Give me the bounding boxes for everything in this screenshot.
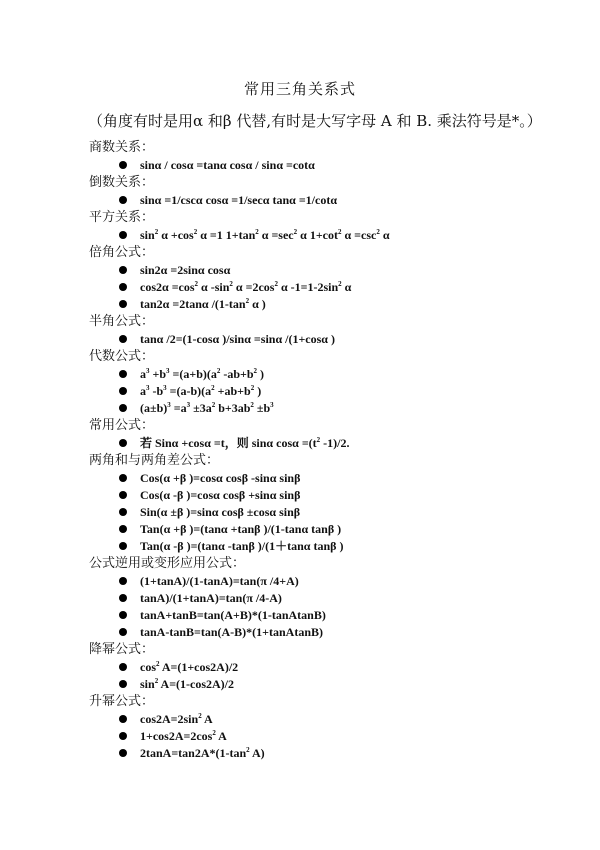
- formula-segment: sinα / cosα =tanα cosα / sinα =cotα: [140, 158, 315, 172]
- section-heading: 升幂公式：: [89, 694, 155, 709]
- formula-text: [140, 487, 300, 503]
- formula-segment: α 1+cot: [297, 228, 338, 242]
- intro-note: （角度有时是用α 和β 代替,有时是大写字母 A 和 B. 乘法符号是*。）: [88, 112, 542, 130]
- formula-segment: sin: [140, 677, 155, 691]
- bullet-icon: [119, 542, 127, 550]
- superscript: 2: [293, 228, 298, 236]
- section-heading: 倍角公式：: [89, 245, 155, 260]
- section-heading: 公式逆用或变形应用公式：: [89, 556, 246, 571]
- formula-segment: A: [215, 729, 227, 743]
- superscript: 2: [337, 228, 342, 236]
- formula-item: [89, 296, 589, 312]
- formula-text: [140, 400, 274, 416]
- superscript: 3: [186, 401, 191, 409]
- formula-text: [140, 728, 227, 744]
- bullet-icon: [119, 628, 127, 636]
- formula-text: [140, 296, 266, 312]
- formula-segment: sinα =1/cscα cosα =1/secα tanα =1/cotα: [140, 193, 338, 207]
- formula-segment: cos2A=2sin: [140, 712, 199, 726]
- formula-text: [140, 538, 343, 554]
- formula-segment: (1+tanA)/(1-tanA)=tan(π /4+A): [140, 574, 299, 588]
- formula-segment: Tan(α +β )=(tanα +tanβ )/(1-tanα tanβ ): [140, 522, 342, 536]
- formula-segment: sin2α =2sinα cosα: [140, 263, 231, 277]
- formula-item: [89, 157, 589, 173]
- formula-segment: α =sec: [258, 228, 294, 242]
- formula-segment: α =2cos: [232, 280, 275, 294]
- superscript: 2: [193, 228, 198, 236]
- superscript: 2: [274, 280, 278, 288]
- bullet-icon: [119, 370, 127, 378]
- formula-text: [140, 192, 337, 208]
- formula-text: [140, 711, 213, 727]
- bullet-icon: [119, 387, 127, 395]
- bullet-icon: [119, 680, 127, 688]
- superscript: 3: [166, 367, 170, 375]
- formula-item: [89, 279, 589, 295]
- bullet-icon: [119, 266, 127, 274]
- formula-item: [89, 624, 589, 640]
- bullet-icon: [119, 300, 127, 308]
- bullet-icon: [119, 491, 127, 499]
- formula-segment: Sin(α ±β )=sinα cosβ ±cosα sinβ: [140, 505, 301, 519]
- formula-text: [140, 504, 300, 520]
- bullet-icon: [119, 439, 127, 447]
- formula-item: [89, 728, 589, 744]
- superscript: 3: [167, 401, 171, 409]
- superscript: 2: [211, 384, 215, 392]
- formula-item: [89, 400, 589, 416]
- formula-segment: A: [201, 712, 213, 726]
- bullet-icon: [119, 663, 127, 671]
- formula-segment: 1+cos2A=2cos: [140, 729, 213, 743]
- formula-item: [89, 745, 589, 761]
- formula-segment: 若 Sinα +cosα =t，则 sinα cosα =(t: [140, 436, 317, 450]
- section-heading: 降幂公式：: [89, 642, 155, 657]
- bullet-icon: [119, 594, 127, 602]
- section-heading: 商数关系：: [89, 140, 155, 155]
- bullet-icon: [119, 525, 127, 533]
- formula-segment: -1)/2.: [320, 436, 350, 450]
- formula-item: [89, 590, 589, 606]
- formula-segment: +ab+b: [214, 384, 251, 398]
- formula-item: [89, 331, 589, 347]
- formula-segment: Cos(α +β )=cosα cosβ -sinα sinβ: [140, 471, 301, 485]
- bullet-icon: [119, 508, 127, 516]
- formula-segment: a: [140, 367, 146, 381]
- formula-segment: =(a+b)(a: [169, 367, 217, 381]
- formula-text: [140, 607, 326, 623]
- superscript: 2: [255, 228, 259, 236]
- formula-text: [140, 366, 264, 382]
- formula-segment: tanα /2=(1-cosα )/sinα =sinα /(1+cosα ): [140, 332, 335, 346]
- formula-text: [140, 435, 349, 451]
- formula-segment: α: [341, 280, 352, 294]
- section-heading: 两角和与两角差公式：: [89, 453, 220, 468]
- bullet-icon: [119, 577, 127, 585]
- formula-segment: Tan(α -β )=(tanα -tanβ )/(1＋tanα tanβ ): [140, 539, 344, 553]
- superscript: 2: [154, 228, 159, 236]
- formula-segment: tanA)/(1+tanA)=tan(π /4-A): [140, 591, 282, 605]
- formula-text: [140, 157, 315, 173]
- section-heading: 代数公式：: [89, 349, 155, 364]
- superscript: 2: [253, 367, 258, 375]
- formula-segment: (a±b): [140, 401, 168, 415]
- superscript: 2: [245, 297, 250, 305]
- bullet-icon: [119, 749, 127, 757]
- formula-segment: cos2α =cos: [140, 280, 195, 294]
- superscript: 2: [376, 228, 380, 236]
- formula-item: [89, 262, 589, 278]
- formula-segment: ): [257, 367, 265, 381]
- superscript: 2: [194, 280, 199, 288]
- section-heading: 平方关系：: [89, 210, 155, 225]
- formula-segment: tanA+tanB=tan(A+B)*(1-tanAtanB): [140, 608, 326, 622]
- formula-text: [140, 227, 390, 243]
- section-heading: 半角公式：: [89, 314, 155, 329]
- bullet-icon: [119, 231, 127, 239]
- superscript: 2: [250, 401, 254, 409]
- formula-segment: a: [140, 384, 146, 398]
- bullet-icon: [119, 611, 127, 619]
- formula-segment: A): [249, 746, 265, 760]
- formula-segment: α ): [249, 297, 266, 311]
- formula-item: [89, 383, 589, 399]
- formula-segment: =(a-b)(a: [166, 384, 212, 398]
- formula-text: [140, 521, 341, 537]
- superscript: 2: [156, 660, 160, 668]
- bullet-icon: [119, 404, 127, 412]
- superscript: 3: [270, 401, 274, 409]
- formula-segment: b+3ab: [215, 401, 251, 415]
- superscript: 2: [338, 280, 342, 288]
- formula-segment: +b: [149, 367, 167, 381]
- formula-text: [140, 573, 299, 589]
- formula-text: [140, 331, 335, 347]
- formula-segment: cos: [140, 660, 156, 674]
- formula-segment: ): [254, 384, 262, 398]
- bullet-icon: [119, 161, 127, 169]
- formula-item: [89, 470, 589, 486]
- formula-text: [140, 279, 351, 295]
- formula-item: [89, 711, 589, 727]
- formula-segment: tanA-tanB=tan(A-B)*(1+tanAtanB): [140, 625, 324, 639]
- bullet-icon: [119, 283, 127, 291]
- formula-segment: ±b: [253, 401, 271, 415]
- formula-text: [140, 624, 323, 640]
- formula-text: [140, 676, 234, 692]
- formula-item: [89, 676, 589, 692]
- formula-segment: A=(1-cos2A)/2: [158, 677, 235, 691]
- superscript: 2: [198, 712, 202, 720]
- formula-item: [89, 659, 589, 675]
- bullet-icon: [119, 335, 127, 343]
- formula-segment: ±3a: [190, 401, 212, 415]
- bullet-icon: [119, 474, 127, 482]
- formula-text: [140, 590, 282, 606]
- superscript: 2: [211, 401, 216, 409]
- formula-item: [89, 607, 589, 623]
- formula-item: [89, 192, 589, 208]
- superscript: 2: [229, 280, 233, 288]
- superscript: 2: [216, 367, 221, 375]
- formula-item: [89, 573, 589, 589]
- formula-segment: 2tanA=tan2A*(1-tan: [140, 746, 247, 760]
- superscript: 2: [154, 677, 159, 685]
- formula-item: [89, 521, 589, 537]
- formula-text: [140, 262, 230, 278]
- formula-text: [140, 470, 300, 486]
- formula-segment: tan2α =2tanα /(1-tan: [140, 297, 246, 311]
- formula-segment: =a: [170, 401, 187, 415]
- formula-text: [140, 659, 238, 675]
- bullet-icon: [119, 196, 127, 204]
- section-heading: 倒数关系：: [89, 175, 155, 190]
- bullet-icon: [119, 715, 127, 723]
- formula-segment: α =csc: [341, 228, 377, 242]
- superscript: 2: [250, 384, 255, 392]
- bullet-icon: [119, 732, 127, 740]
- formula-list: [89, 139, 589, 762]
- formula-segment: α -sin: [198, 280, 230, 294]
- formula-segment: α =1 1+tan: [197, 228, 256, 242]
- formula-segment: Cos(α -β )=cosα cosβ +sinα sinβ: [140, 488, 301, 502]
- formula-item: [89, 366, 589, 382]
- superscript: 3: [146, 384, 150, 392]
- formula-item: [89, 435, 589, 451]
- formula-text: [140, 745, 265, 761]
- formula-segment: α +cos: [158, 228, 194, 242]
- formula-item: [89, 487, 589, 503]
- formula-item: [89, 227, 589, 243]
- superscript: 2: [316, 436, 321, 444]
- formula-text: [140, 383, 261, 399]
- formula-segment: -b: [149, 384, 164, 398]
- superscript: 2: [212, 729, 216, 737]
- superscript: 3: [146, 367, 150, 375]
- formula-segment: α: [379, 228, 390, 242]
- formula-segment: sin: [140, 228, 155, 242]
- document-title: 常用三角关系式: [243, 80, 356, 98]
- section-heading: 常用公式：: [89, 418, 155, 433]
- formula-segment: -ab+b: [220, 367, 254, 381]
- superscript: 2: [246, 746, 250, 754]
- formula-segment: α -1=1-2sin: [277, 280, 339, 294]
- formula-segment: A=(1+cos2A)/2: [159, 660, 239, 674]
- formula-item: [89, 504, 589, 520]
- formula-item: [89, 538, 589, 554]
- superscript: 3: [163, 384, 167, 392]
